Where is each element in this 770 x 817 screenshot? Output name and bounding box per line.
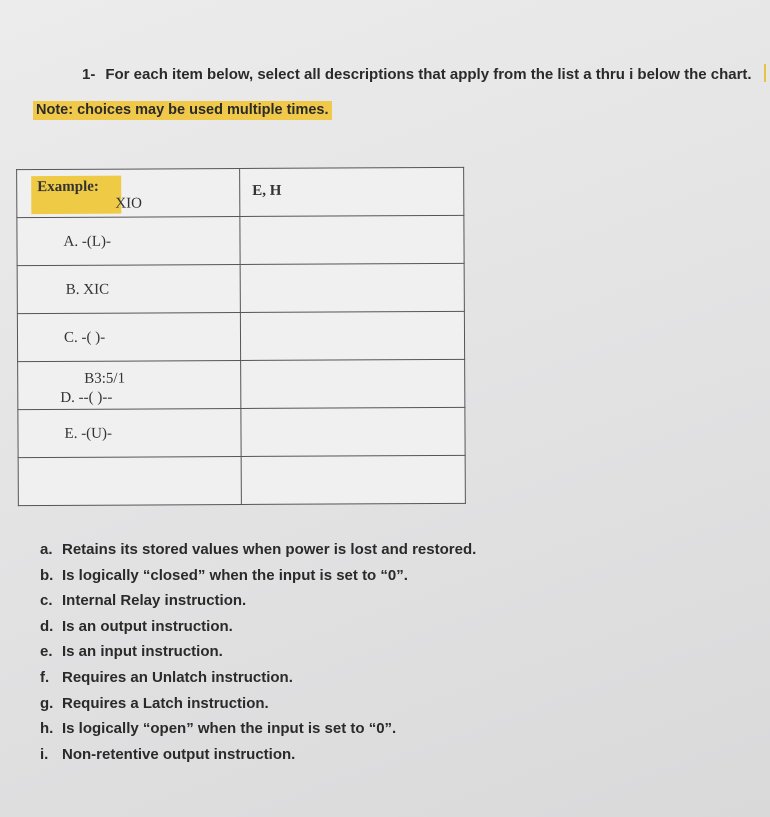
item-blank [65, 473, 241, 474]
answer-chart [16, 167, 466, 506]
example-answer-cell [240, 167, 464, 216]
list-item [40, 567, 476, 593]
item-d-address: B3:5/1 [84, 370, 126, 387]
choice-letter: h. [40, 720, 54, 738]
example-item-cell [17, 169, 240, 218]
note-highlighted: Note: choices may be used multiple times. [33, 101, 332, 120]
list-item [40, 541, 476, 567]
highlight-mark [764, 64, 766, 82]
list-item [40, 592, 476, 618]
choice-letter: f. [40, 668, 50, 686]
item-cell [18, 361, 241, 410]
item-d-symbol: D. --( )-- [60, 389, 113, 406]
table-row [18, 359, 465, 409]
example-item: XIO [115, 195, 143, 212]
answer-a [252, 230, 463, 231]
list-item [40, 669, 476, 695]
table-row [17, 311, 464, 361]
answer-cell[interactable] [240, 263, 464, 312]
table-row [18, 455, 465, 505]
choice-text: Is an output instruction. [62, 617, 233, 635]
list-item [40, 643, 476, 669]
item-c: C. -( )- [63, 329, 106, 346]
item-a: A. -(L)- [63, 233, 112, 250]
answer-d [253, 374, 464, 375]
choice-letter: b. [40, 566, 54, 584]
item-cell [17, 217, 240, 266]
list-item [40, 695, 476, 721]
choice-letter: a. [40, 541, 53, 558]
example-row [17, 167, 464, 217]
choice-text: Is logically “closed” when the input is set to “0”. [62, 566, 408, 584]
example-answer: E, H [252, 182, 282, 199]
choice-text: Requires a Latch instruction. [62, 694, 269, 712]
answer-cell[interactable] [241, 407, 465, 456]
choice-text: Is an input instruction. [62, 643, 223, 661]
table-row [17, 263, 464, 313]
choice-letter: i. [40, 745, 49, 763]
answer-cell[interactable] [240, 215, 464, 264]
choice-letter: e. [40, 643, 53, 661]
choice-letter: d. [40, 617, 54, 635]
item-cell [17, 313, 240, 362]
choice-text: Requires an Unlatch instruction. [62, 668, 293, 686]
item-cell[interactable] [18, 457, 241, 506]
answer-c [253, 326, 464, 327]
choice-text: Non-retentive output instruction. [62, 745, 296, 763]
choices-list [40, 541, 476, 771]
item-cell [17, 265, 240, 314]
choice-letter: c. [40, 592, 53, 610]
question-number: 1- [82, 66, 96, 83]
answer-cell[interactable] [241, 359, 465, 408]
answer-e [253, 422, 464, 423]
choice-text: Is logically “open” when the input is set to “0”. [62, 720, 397, 738]
answer-blank [254, 470, 465, 471]
example-label [31, 176, 143, 214]
answer-b [253, 278, 464, 279]
list-item [40, 720, 476, 746]
table-row [17, 215, 464, 265]
choice-text: Internal Relay instruction. [62, 592, 247, 610]
example-label-text: Example: [37, 178, 99, 196]
answer-cell[interactable] [241, 455, 465, 504]
item-b: B. XIC [65, 281, 110, 298]
item-cell [18, 409, 241, 458]
answer-cell[interactable] [240, 311, 464, 360]
question-prompt [82, 66, 752, 83]
question-text: For each item below, select all descriptions that apply from the list a thru i below the chart. [105, 66, 752, 83]
choice-text: Retains its stored values when power is lost and restored. [62, 541, 477, 558]
choice-letter: g. [40, 694, 54, 712]
table-row [18, 407, 465, 457]
list-item [40, 618, 476, 644]
item-d [60, 369, 240, 408]
item-e: E. -(U)- [64, 425, 113, 442]
list-item [40, 746, 476, 772]
